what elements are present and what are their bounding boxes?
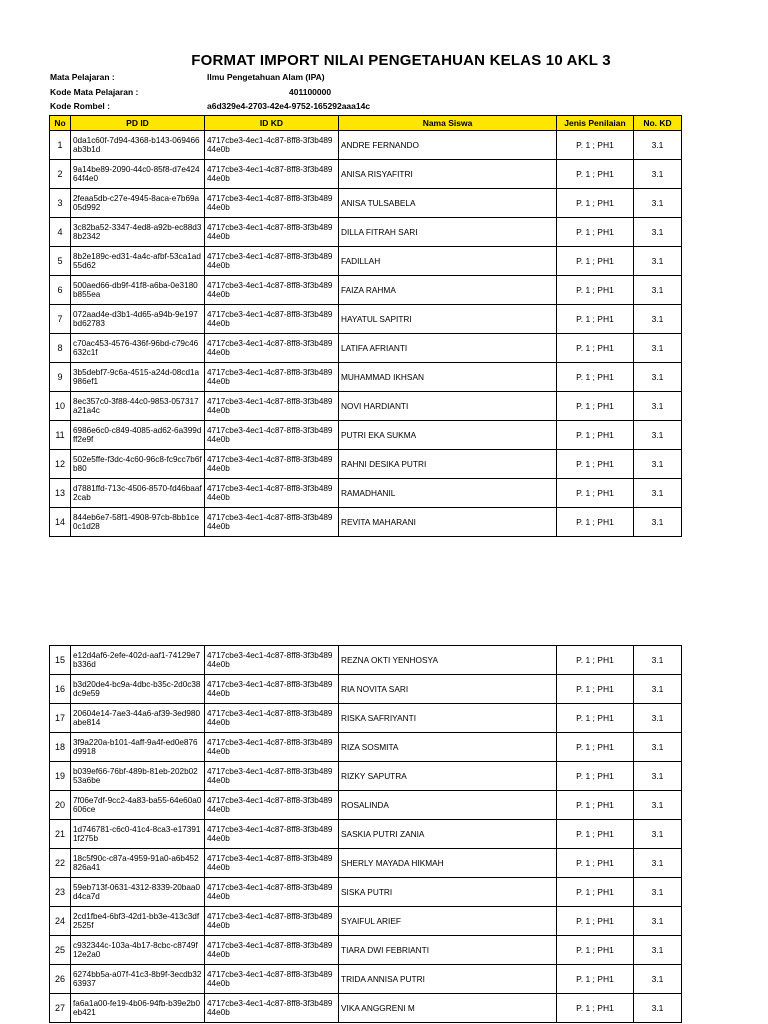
no-kd-cell: 3.1 [634, 334, 682, 363]
pd-id-cell: 1d746781-c6c0-41c4-8ca3-e173911f275b [71, 820, 205, 849]
header-no: No [50, 116, 71, 131]
nama-siswa-cell: RIZKY SAPUTRA [339, 762, 557, 791]
pd-id-cell: 502e5ffe-f3dc-4c60-96c8-fc9cc7b6fb80 [71, 450, 205, 479]
no-kd-cell: 3.1 [634, 421, 682, 450]
id-kd-cell: 4717cbe3-4ec1-4c87-8ff8-3f3b48944e0b [205, 508, 339, 537]
no-kd-cell: 3.1 [634, 733, 682, 762]
no-kd-cell: 3.1 [634, 936, 682, 965]
jenis-penilaian-cell: P. 1 ; PH1 [557, 791, 634, 820]
table-row [50, 189, 682, 218]
id-kd-cell: 4717cbe3-4ec1-4c87-8ff8-3f3b48944e0b [205, 704, 339, 733]
row-number: 20 [50, 791, 71, 820]
nama-siswa-cell: DILLA FITRAH SARI [339, 218, 557, 247]
no-kd-cell: 3.1 [634, 392, 682, 421]
row-number: 26 [50, 965, 71, 994]
row-number: 24 [50, 907, 71, 936]
no-kd-cell: 3.1 [634, 508, 682, 537]
id-kd-cell: 4717cbe3-4ec1-4c87-8ff8-3f3b48944e0b [205, 791, 339, 820]
pd-id-cell: 8ec357c0-3f88-44c0-9853-057317a21a4c [71, 392, 205, 421]
id-kd-cell: 4717cbe3-4ec1-4c87-8ff8-3f3b48944e0b [205, 936, 339, 965]
row-number: 9 [50, 363, 71, 392]
pd-id-cell: 500aed66-db9f-41f8-a6ba-0e3180b855ea [71, 276, 205, 305]
row-number: 18 [50, 733, 71, 762]
row-number: 12 [50, 450, 71, 479]
nama-siswa-cell: NOVI HARDIANTI [339, 392, 557, 421]
table-row [50, 675, 682, 704]
jenis-penilaian-cell: P. 1 ; PH1 [557, 218, 634, 247]
id-kd-cell: 4717cbe3-4ec1-4c87-8ff8-3f3b48944e0b [205, 733, 339, 762]
row-number: 3 [50, 189, 71, 218]
jenis-penilaian-cell: P. 1 ; PH1 [557, 936, 634, 965]
no-kd-cell: 3.1 [634, 820, 682, 849]
no-kd-cell: 3.1 [634, 218, 682, 247]
no-kd-cell: 3.1 [634, 878, 682, 907]
row-number: 11 [50, 421, 71, 450]
row-number: 22 [50, 849, 71, 878]
row-number: 14 [50, 508, 71, 537]
table-row [50, 646, 682, 675]
table-row [50, 131, 682, 160]
pd-id-cell: c70ac453-4576-436f-96bd-c79c46632c1f [71, 334, 205, 363]
nama-siswa-cell: RIZA SOSMITA [339, 733, 557, 762]
nama-siswa-cell: ANISA TULSABELA [339, 189, 557, 218]
pd-id-cell: d7881ffd-713c-4506-8570-fd46baaf2cab [71, 479, 205, 508]
id-kd-cell: 4717cbe3-4ec1-4c87-8ff8-3f3b48944e0b [205, 820, 339, 849]
jenis-penilaian-cell: P. 1 ; PH1 [557, 646, 634, 675]
jenis-penilaian-cell: P. 1 ; PH1 [557, 508, 634, 537]
nama-siswa-cell: HAYATUL SAPITRI [339, 305, 557, 334]
pd-id-cell: 2cd1fbe4-6bf3-42d1-bb3e-413c3df2525f [71, 907, 205, 936]
row-number: 17 [50, 704, 71, 733]
kode-rombel-label: Kode Rombel : [50, 101, 110, 111]
table-row [50, 704, 682, 733]
jenis-penilaian-cell: P. 1 ; PH1 [557, 305, 634, 334]
mapel-value: Ilmu Pengetahuan Alam (IPA) [207, 72, 325, 82]
no-kd-cell: 3.1 [634, 276, 682, 305]
no-kd-cell: 3.1 [634, 450, 682, 479]
row-number: 21 [50, 820, 71, 849]
jenis-penilaian-cell: P. 1 ; PH1 [557, 907, 634, 936]
table-row [50, 907, 682, 936]
header-pd-id: PD ID [71, 116, 205, 131]
jenis-penilaian-cell: P. 1 ; PH1 [557, 849, 634, 878]
table-row [50, 820, 682, 849]
header-jenis-penilaian: Jenis Penilaian [557, 116, 634, 131]
no-kd-cell: 3.1 [634, 762, 682, 791]
id-kd-cell: 4717cbe3-4ec1-4c87-8ff8-3f3b48944e0b [205, 363, 339, 392]
jenis-penilaian-cell: P. 1 ; PH1 [557, 479, 634, 508]
pd-id-cell: 6274bb5a-a07f-41c3-8b9f-3ecdb3263937 [71, 965, 205, 994]
id-kd-cell: 4717cbe3-4ec1-4c87-8ff8-3f3b48944e0b [205, 878, 339, 907]
jenis-penilaian-cell: P. 1 ; PH1 [557, 363, 634, 392]
header-no-kd: No. KD [634, 116, 682, 131]
jenis-penilaian-cell: P. 1 ; PH1 [557, 392, 634, 421]
table-header-row [50, 116, 682, 131]
table-row [50, 791, 682, 820]
id-kd-cell: 4717cbe3-4ec1-4c87-8ff8-3f3b48944e0b [205, 450, 339, 479]
no-kd-cell: 3.1 [634, 131, 682, 160]
jenis-penilaian-cell: P. 1 ; PH1 [557, 733, 634, 762]
id-kd-cell: 4717cbe3-4ec1-4c87-8ff8-3f3b48944e0b [205, 675, 339, 704]
id-kd-cell: 4717cbe3-4ec1-4c87-8ff8-3f3b48944e0b [205, 421, 339, 450]
no-kd-cell: 3.1 [634, 160, 682, 189]
nama-siswa-cell: SISKA PUTRI [339, 878, 557, 907]
nama-siswa-cell: RAHNI DESIKA PUTRI [339, 450, 557, 479]
jenis-penilaian-cell: P. 1 ; PH1 [557, 334, 634, 363]
row-number: 27 [50, 994, 71, 1023]
pd-id-cell: 3c82ba52-3347-4ed8-a92b-ec88d38b2342 [71, 218, 205, 247]
nama-siswa-cell: SHERLY MAYADA HIKMAH [339, 849, 557, 878]
nama-siswa-cell: ROSALINDA [339, 791, 557, 820]
jenis-penilaian-cell: P. 1 ; PH1 [557, 131, 634, 160]
table-row [50, 160, 682, 189]
no-kd-cell: 3.1 [634, 479, 682, 508]
mapel-label: Mata Pelajaran : [50, 72, 115, 82]
row-number: 2 [50, 160, 71, 189]
id-kd-cell: 4717cbe3-4ec1-4c87-8ff8-3f3b48944e0b [205, 965, 339, 994]
pd-id-cell: 9a14be89-2090-44c0-85f8-d7e42464f4e0 [71, 160, 205, 189]
grade-table-page-2 [49, 645, 682, 1023]
nama-siswa-cell: REZNA OKTI YENHOSYA [339, 646, 557, 675]
pd-id-cell: 20604e14-7ae3-44a6-af39-3ed980abe814 [71, 704, 205, 733]
id-kd-cell: 4717cbe3-4ec1-4c87-8ff8-3f3b48944e0b [205, 131, 339, 160]
nama-siswa-cell: MUHAMMAD IKHSAN [339, 363, 557, 392]
id-kd-cell: 4717cbe3-4ec1-4c87-8ff8-3f3b48944e0b [205, 247, 339, 276]
pd-id-cell: 072aad4e-d3b1-4d65-a94b-9e197bd62783 [71, 305, 205, 334]
jenis-penilaian-cell: P. 1 ; PH1 [557, 965, 634, 994]
table-row [50, 878, 682, 907]
header-id-kd: ID KD [205, 116, 339, 131]
row-number: 19 [50, 762, 71, 791]
no-kd-cell: 3.1 [634, 363, 682, 392]
id-kd-cell: 4717cbe3-4ec1-4c87-8ff8-3f3b48944e0b [205, 276, 339, 305]
no-kd-cell: 3.1 [634, 907, 682, 936]
table-row [50, 849, 682, 878]
nama-siswa-cell: SASKIA PUTRI ZANIA [339, 820, 557, 849]
nama-siswa-cell: RAMADHANIL [339, 479, 557, 508]
table-row [50, 508, 682, 537]
row-number: 4 [50, 218, 71, 247]
kode-rombel-value: a6d329e4-2703-42e4-9752-165292aaa14c [207, 101, 371, 111]
table-row [50, 936, 682, 965]
nama-siswa-cell: FADILLAH [339, 247, 557, 276]
nama-siswa-cell: TRIDA ANNISA PUTRI [339, 965, 557, 994]
id-kd-cell: 4717cbe3-4ec1-4c87-8ff8-3f3b48944e0b [205, 994, 339, 1023]
id-kd-cell: 4717cbe3-4ec1-4c87-8ff8-3f3b48944e0b [205, 849, 339, 878]
pd-id-cell: b3d20de4-bc9a-4dbc-b35c-2d0c38dc9e59 [71, 675, 205, 704]
row-number: 1 [50, 131, 71, 160]
jenis-penilaian-cell: P. 1 ; PH1 [557, 276, 634, 305]
header-nama-siswa: Nama Siswa [339, 116, 557, 131]
no-kd-cell: 3.1 [634, 849, 682, 878]
no-kd-cell: 3.1 [634, 704, 682, 733]
nama-siswa-cell: VIKA ANGGRENI M [339, 994, 557, 1023]
id-kd-cell: 4717cbe3-4ec1-4c87-8ff8-3f3b48944e0b [205, 305, 339, 334]
jenis-penilaian-cell: P. 1 ; PH1 [557, 450, 634, 479]
jenis-penilaian-cell: P. 1 ; PH1 [557, 762, 634, 791]
pd-id-cell: 3f9a220a-b101-4aff-9a4f-ed0e876d9918 [71, 733, 205, 762]
table-row [50, 733, 682, 762]
jenis-penilaian-cell: P. 1 ; PH1 [557, 704, 634, 733]
row-number: 25 [50, 936, 71, 965]
id-kd-cell: 4717cbe3-4ec1-4c87-8ff8-3f3b48944e0b [205, 762, 339, 791]
table-row [50, 762, 682, 791]
jenis-penilaian-cell: P. 1 ; PH1 [557, 994, 634, 1023]
id-kd-cell: 4717cbe3-4ec1-4c87-8ff8-3f3b48944e0b [205, 189, 339, 218]
table-row [50, 247, 682, 276]
nama-siswa-cell: SYAIFUL ARIEF [339, 907, 557, 936]
pd-id-cell: 59eb713f-0631-4312-8339-20baa0d4ca7d [71, 878, 205, 907]
title-text: FORMAT IMPORT NILAI PENGETAHUAN KELAS 10 AKL 3 [191, 52, 611, 69]
id-kd-cell: 4717cbe3-4ec1-4c87-8ff8-3f3b48944e0b [205, 907, 339, 936]
pd-id-cell: fa6a1a00-fe19-4b06-94fb-b39e2b0eb421 [71, 994, 205, 1023]
no-kd-cell: 3.1 [634, 965, 682, 994]
table-row [50, 392, 682, 421]
meta-block [50, 72, 450, 116]
table-row [50, 363, 682, 392]
table-row [50, 276, 682, 305]
id-kd-cell: 4717cbe3-4ec1-4c87-8ff8-3f3b48944e0b [205, 160, 339, 189]
id-kd-cell: 4717cbe3-4ec1-4c87-8ff8-3f3b48944e0b [205, 334, 339, 363]
nama-siswa-cell: RISKA SAFRIYANTI [339, 704, 557, 733]
id-kd-cell: 4717cbe3-4ec1-4c87-8ff8-3f3b48944e0b [205, 218, 339, 247]
pd-id-cell: 3b5debf7-9c6a-4515-a24d-08cd1a986ef1 [71, 363, 205, 392]
no-kd-cell: 3.1 [634, 675, 682, 704]
jenis-penilaian-cell: P. 1 ; PH1 [557, 421, 634, 450]
row-number: 16 [50, 675, 71, 704]
kode-mapel-value: 401100000 [289, 87, 332, 97]
nama-siswa-cell: PUTRI EKA SUKMA [339, 421, 557, 450]
no-kd-cell: 3.1 [634, 305, 682, 334]
table-row [50, 479, 682, 508]
jenis-penilaian-cell: P. 1 ; PH1 [557, 820, 634, 849]
table-row [50, 305, 682, 334]
id-kd-cell: 4717cbe3-4ec1-4c87-8ff8-3f3b48944e0b [205, 646, 339, 675]
row-number: 6 [50, 276, 71, 305]
row-number: 5 [50, 247, 71, 276]
nama-siswa-cell: FAIZA RAHMA [339, 276, 557, 305]
row-number: 8 [50, 334, 71, 363]
nama-siswa-cell: REVITA MAHARANI [339, 508, 557, 537]
pd-id-cell: 18c5f90c-c87a-4959-91a0-a6b452826a41 [71, 849, 205, 878]
jenis-penilaian-cell: P. 1 ; PH1 [557, 247, 634, 276]
jenis-penilaian-cell: P. 1 ; PH1 [557, 675, 634, 704]
table-row [50, 965, 682, 994]
table-row [50, 421, 682, 450]
kode-mapel-label: Kode Mata Pelajaran : [50, 87, 139, 97]
pd-id-cell: c932344c-103a-4b17-8cbc-c8749f12e2a0 [71, 936, 205, 965]
pd-id-cell: e12d4af6-2efe-402d-aaf1-74129e7b336d [71, 646, 205, 675]
jenis-penilaian-cell: P. 1 ; PH1 [557, 189, 634, 218]
table-row [50, 994, 682, 1023]
table-row [50, 218, 682, 247]
table-row [50, 334, 682, 363]
id-kd-cell: 4717cbe3-4ec1-4c87-8ff8-3f3b48944e0b [205, 392, 339, 421]
nama-siswa-cell: RIA NOVITA SARI [339, 675, 557, 704]
pd-id-cell: 8b2e189c-ed31-4a4c-afbf-53ca1ad55d62 [71, 247, 205, 276]
no-kd-cell: 3.1 [634, 247, 682, 276]
row-number: 7 [50, 305, 71, 334]
pd-id-cell: 2feaa5db-c27e-4945-8aca-e7b69a05d992 [71, 189, 205, 218]
jenis-penilaian-cell: P. 1 ; PH1 [557, 878, 634, 907]
nama-siswa-cell: TIARA DWI FEBRIANTI [339, 936, 557, 965]
grade-table-page-1 [49, 115, 682, 537]
page-title [0, 52, 768, 69]
nama-siswa-cell: LATIFA AFRIANTI [339, 334, 557, 363]
no-kd-cell: 3.1 [634, 646, 682, 675]
pd-id-cell: 7f06e7df-9cc2-4a83-ba55-64e60a0606ce [71, 791, 205, 820]
pd-id-cell: 844eb6e7-58f1-4908-97cb-8bb1ce0c1d28 [71, 508, 205, 537]
nama-siswa-cell: ANISA RISYAFITRI [339, 160, 557, 189]
pd-id-cell: 6986e6c0-c849-4085-ad62-6a399dff2e9f [71, 421, 205, 450]
table-row [50, 450, 682, 479]
row-number: 10 [50, 392, 71, 421]
row-number: 23 [50, 878, 71, 907]
nama-siswa-cell: ANDRE FERNANDO [339, 131, 557, 160]
no-kd-cell: 3.1 [634, 189, 682, 218]
id-kd-cell: 4717cbe3-4ec1-4c87-8ff8-3f3b48944e0b [205, 479, 339, 508]
no-kd-cell: 3.1 [634, 994, 682, 1023]
pd-id-cell: b039ef66-76bf-489b-81eb-202b0253a6be [71, 762, 205, 791]
jenis-penilaian-cell: P. 1 ; PH1 [557, 160, 634, 189]
pd-id-cell: 0da1c60f-7d94-4368-b143-069466ab3b1d [71, 131, 205, 160]
row-number: 13 [50, 479, 71, 508]
row-number: 15 [50, 646, 71, 675]
no-kd-cell: 3.1 [634, 791, 682, 820]
